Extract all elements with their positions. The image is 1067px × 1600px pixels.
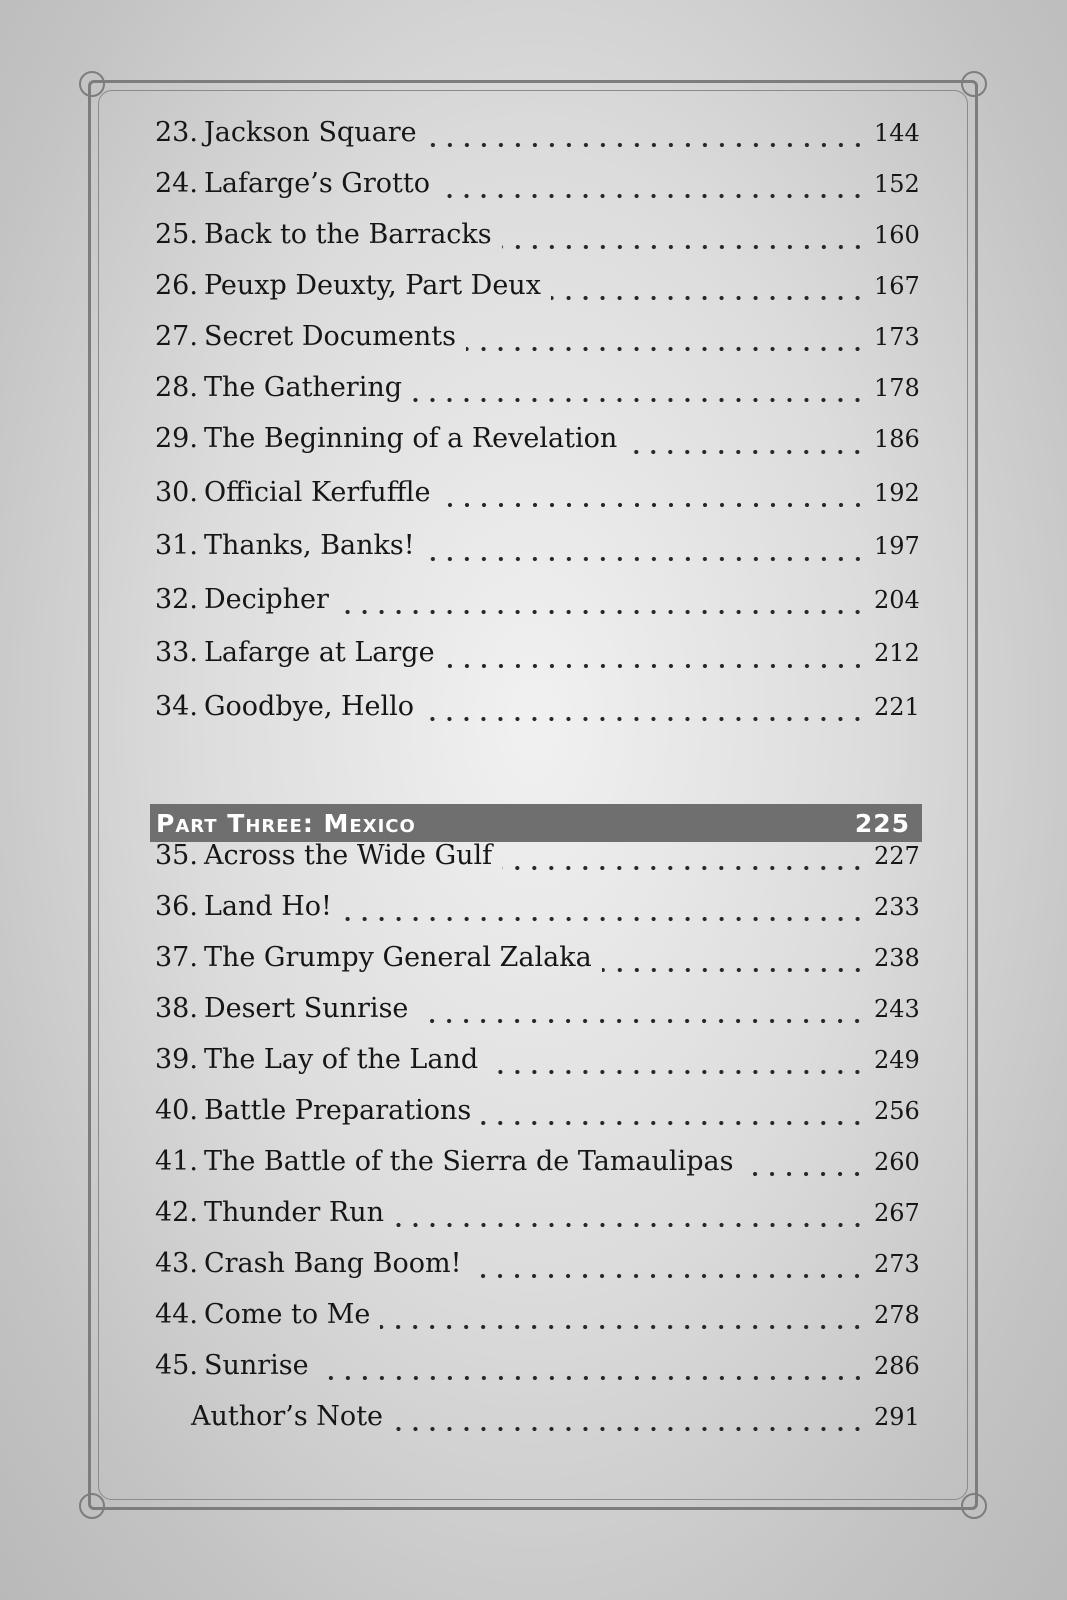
- page-number: 286: [874, 1352, 920, 1380]
- dot-leader: [502, 244, 866, 250]
- dot-leader: [440, 193, 866, 199]
- chapter-number: 31.: [155, 530, 198, 561]
- page-number: 267: [874, 1199, 920, 1227]
- chapter-number: 44.: [155, 1299, 198, 1330]
- chapter-number: 41.: [155, 1146, 198, 1177]
- toc-list-part-two: [0, 117, 1067, 744]
- chapter-title: Goodbye, Hello: [203, 690, 415, 722]
- toc-entry: [155, 1044, 920, 1095]
- chapter-title: Battle Preparations: [203, 1095, 472, 1126]
- page-number: 233: [874, 893, 920, 921]
- page-number: 227: [874, 842, 920, 870]
- dot-leader: [445, 663, 866, 669]
- dot-leader: [393, 1426, 866, 1432]
- dot-leader: [425, 556, 866, 562]
- chapter-title: Lafarge at Large: [203, 637, 435, 668]
- page-number: 173: [874, 323, 920, 351]
- chapter-title: The Beginning of a Revelation: [203, 423, 618, 454]
- dot-leader: [627, 449, 866, 455]
- toc-entry: [155, 117, 920, 168]
- page-number: 152: [874, 170, 920, 198]
- page-number: 144: [874, 119, 920, 147]
- chapter-number: 37.: [155, 942, 198, 973]
- page-number: 273: [874, 1250, 920, 1278]
- chapter-number: 27.: [155, 321, 198, 352]
- chapter-number: 43.: [155, 1248, 198, 1279]
- dot-leader: [551, 295, 866, 301]
- chapter-title: The Battle of the Sierra de Tamaulipas: [203, 1146, 734, 1177]
- chapter-number: 28.: [155, 372, 198, 403]
- toc-entry: [155, 1146, 920, 1197]
- chapter-title: Across the Wide Gulf: [203, 840, 493, 871]
- chapter-number: 35.: [155, 840, 198, 871]
- chapter-title: The Gathering: [203, 372, 403, 403]
- page-number: 212: [874, 639, 920, 667]
- chapter-title: Sunrise: [203, 1350, 309, 1381]
- toc-entry: [155, 583, 920, 638]
- toc-entry: [155, 1350, 920, 1401]
- toc-entry: [155, 168, 920, 219]
- dot-leader: [339, 609, 866, 615]
- part-page-number: 225: [854, 808, 910, 838]
- dot-leader: [481, 1120, 866, 1126]
- part-title: Part Three: Mexico: [156, 808, 416, 838]
- chapter-title: Desert Sunrise: [203, 993, 409, 1024]
- toc-entry: [155, 1197, 920, 1248]
- chapter-number: 24.: [155, 168, 198, 199]
- page-number: 160: [874, 221, 920, 249]
- chapter-number: 29.: [155, 423, 198, 454]
- chapter-title: Jackson Square: [203, 117, 417, 148]
- chapter-title: Author’s Note: [191, 1401, 384, 1432]
- dot-leader: [743, 1171, 866, 1177]
- page-number: 178: [874, 374, 920, 402]
- frame-corner-ornament: [79, 1493, 105, 1519]
- chapter-number: 30.: [155, 476, 198, 508]
- chapter-number: 32.: [155, 583, 198, 615]
- toc-entry: [155, 942, 920, 993]
- part-heading-bar: [150, 804, 922, 842]
- chapter-title: Lafarge’s Grotto: [203, 168, 430, 199]
- chapter-number: 39.: [155, 1044, 198, 1075]
- toc-entry: [155, 270, 920, 321]
- toc-entry: [155, 321, 920, 372]
- page-number: 256: [874, 1097, 920, 1125]
- page-number: 291: [874, 1403, 920, 1431]
- page-number: 243: [874, 995, 920, 1023]
- toc-entry: [155, 219, 920, 270]
- chapter-number: 26.: [155, 270, 198, 301]
- chapter-number: 34.: [155, 690, 198, 722]
- page-number: 249: [874, 1046, 920, 1074]
- page-number: 260: [874, 1148, 920, 1176]
- chapter-number: 25.: [155, 219, 198, 250]
- dot-leader: [418, 1018, 866, 1024]
- page-number: 197: [874, 532, 920, 560]
- chapter-title: Back to the Barracks: [203, 219, 492, 250]
- dot-leader: [412, 397, 866, 403]
- page-number: 204: [874, 585, 920, 614]
- chapter-title: Crash Bang Boom!: [203, 1248, 462, 1279]
- toc-entry: [155, 637, 920, 691]
- dot-leader: [466, 346, 866, 352]
- chapter-title: Peuxp Deuxty, Part Deux: [203, 270, 541, 301]
- frame-corner-ornament: [79, 71, 105, 97]
- page-number: 221: [874, 692, 920, 721]
- toc-entry: [155, 993, 920, 1044]
- chapter-title: Thanks, Banks!: [203, 530, 415, 561]
- chapter-title: Decipher: [203, 583, 329, 615]
- chapter-title: Land Ho!: [203, 891, 332, 922]
- toc-entry: [155, 372, 920, 423]
- chapter-number: 38.: [155, 993, 198, 1024]
- page-number: 238: [874, 944, 920, 972]
- toc-entry: [155, 1299, 920, 1350]
- toc-entry: [155, 891, 920, 942]
- page-number: 278: [874, 1301, 920, 1329]
- chapter-number: 36.: [155, 891, 198, 922]
- dot-leader: [394, 1222, 866, 1228]
- page-number: 192: [874, 478, 920, 507]
- dot-leader: [441, 502, 867, 508]
- chapter-number: 42.: [155, 1197, 198, 1228]
- toc-entry: [155, 1095, 920, 1146]
- toc-entry: [155, 840, 920, 891]
- chapter-number: 45.: [155, 1350, 198, 1381]
- toc-entry: [155, 1248, 920, 1299]
- chapter-title: Come to Me: [203, 1299, 371, 1330]
- chapter-number: 40.: [155, 1095, 198, 1126]
- toc-entry: [155, 690, 920, 745]
- toc-list-part-three: [0, 840, 1067, 1452]
- dot-leader: [488, 1069, 866, 1075]
- dot-leader: [471, 1273, 866, 1279]
- chapter-title: Official Kerfuffle: [203, 476, 431, 508]
- chapter-title: Secret Documents: [203, 321, 456, 352]
- chapter-number: 33.: [155, 637, 198, 668]
- frame-corner-ornament: [961, 1493, 987, 1519]
- toc-entry: [155, 530, 920, 584]
- page-number: 167: [874, 272, 920, 300]
- dot-leader: [502, 865, 866, 871]
- chapter-title: Thunder Run: [203, 1197, 384, 1228]
- chapter-title: The Grumpy General Zalaka: [203, 942, 592, 973]
- toc-entry: [155, 476, 920, 531]
- chapter-number: 23.: [155, 117, 198, 148]
- dot-leader: [380, 1324, 866, 1330]
- dot-leader: [319, 1375, 866, 1381]
- toc-entry: [155, 423, 920, 477]
- dot-leader: [602, 967, 866, 973]
- chapter-title: The Lay of the Land: [203, 1044, 479, 1075]
- toc-entry: [155, 1401, 920, 1452]
- page-number: 186: [874, 425, 920, 453]
- dot-leader: [424, 716, 866, 722]
- frame-corner-ornament: [961, 71, 987, 97]
- dot-leader: [427, 142, 866, 148]
- dot-leader: [342, 916, 866, 922]
